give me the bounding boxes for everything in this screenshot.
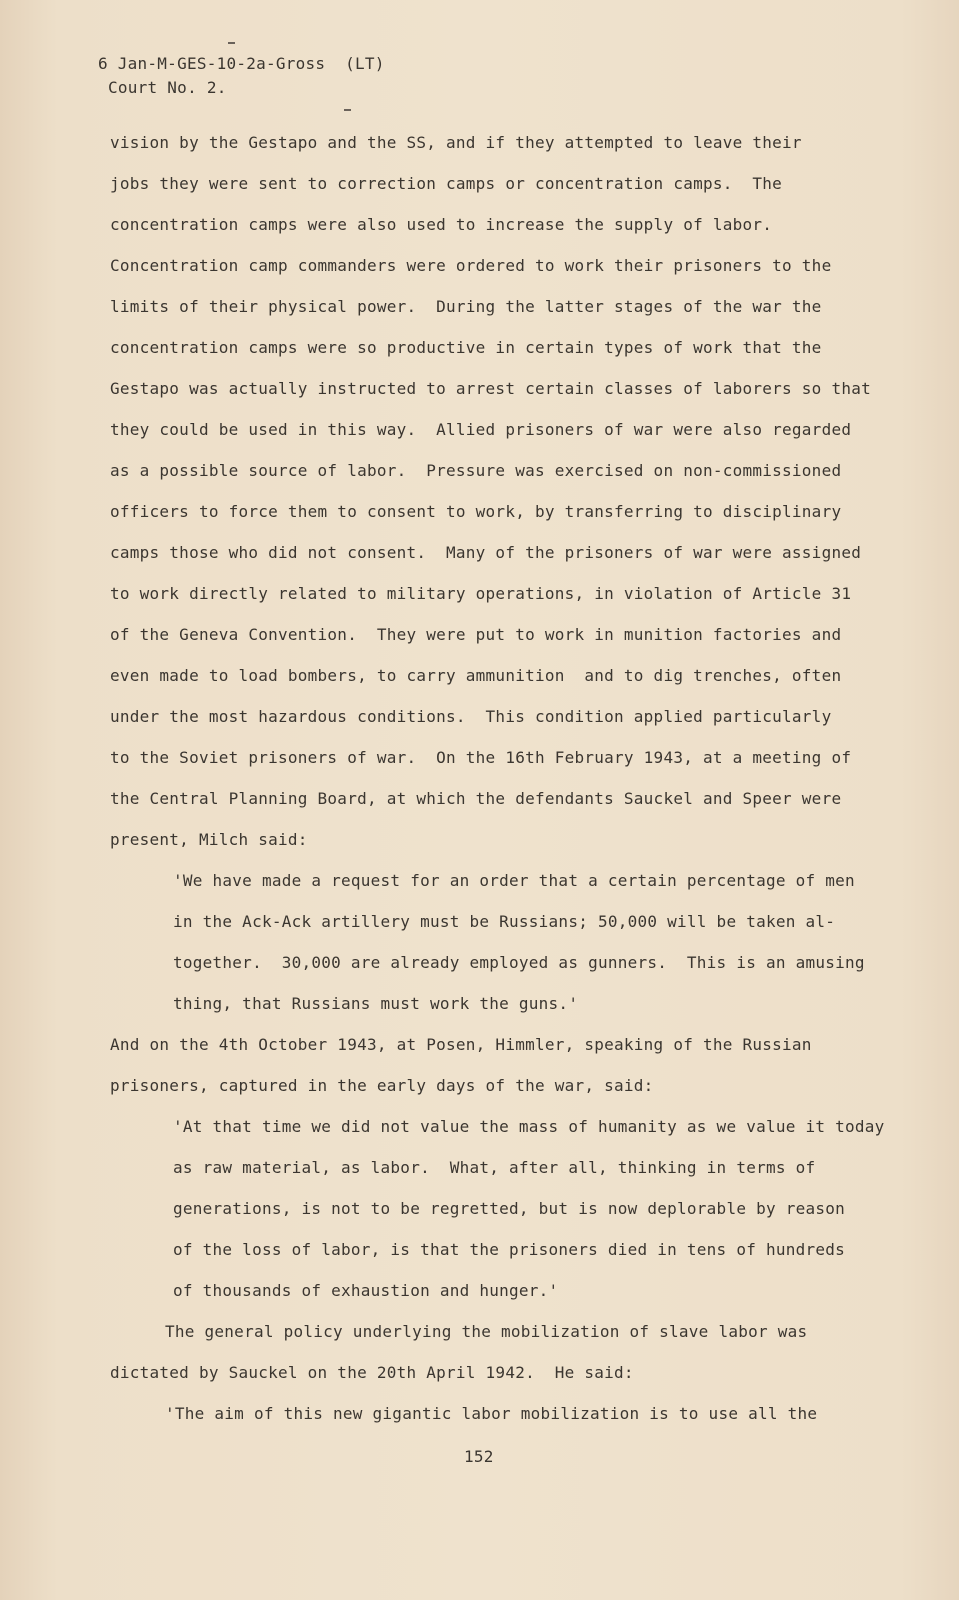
quote-line: in the Ack-Ack artillery must be Russians; 50,000 will be taken al- [173,912,836,931]
quote-line: of the loss of labor, is that the prisoners died in tens of hundreds [173,1240,846,1259]
quote-line: as raw material, as labor. What, after all, thinking in terms of [173,1158,816,1177]
text-line: jobs they were sent to correction camps or concentration camps. The [110,174,783,193]
text-line: And on the 4th October 1943, at Posen, Himmler, speaking of the Russian [110,1035,812,1054]
typewriter-mark [228,42,235,44]
quote-line: 'We have made a request for an order that a certain percentage of men [173,871,855,890]
text-line: camps those who did not consent. Many of the prisoners of war were assigned [110,543,862,562]
text-line: they could be used in this way. Allied prisoners of war were also regarded [110,420,852,439]
quote-line: thing, that Russians must work the guns.' [173,994,579,1013]
text-line: vision by the Gestapo and the SS, and if they attempted to leave their [110,133,802,152]
document-reference: 6 Jan-M-GES-10-2a-Gross (LT) [98,54,385,73]
text-line: to the Soviet prisoners of war. On the 16th February 1943, at a meeting of [110,748,852,767]
quote-line: of thousands of exhaustion and hunger.' [173,1281,559,1300]
text-line: dictated by Sauckel on the 20th April 1942. He said: [110,1363,634,1382]
text-line: concentration camps were so productive in certain types of work that the [110,338,822,357]
typewriter-mark [344,109,351,111]
text-line: the Central Planning Board, at which the defendants Sauckel and Speer were [110,789,842,808]
quote-line: together. 30,000 are already employed as gunners. This is an amusing [173,953,865,972]
quote-line: 'At that time we did not value the mass of humanity as we value it today [173,1117,885,1136]
text-line: of the Geneva Convention. They were put to work in munition factories and [110,625,842,644]
text-line: even made to load bombers, to carry ammunition and to dig trenches, often [110,666,842,685]
text-line: Concentration camp commanders were ordered to work their prisoners to the [110,256,832,275]
text-line: The general policy underlying the mobilization of slave labor was [165,1322,808,1341]
text-line: under the most hazardous conditions. This condition applied particularly [110,707,832,726]
text-line: prisoners, captured in the early days of the war, said: [110,1076,654,1095]
text-line: Gestapo was actually instructed to arrest certain classes of laborers so that [110,379,871,398]
text-line: present, Milch said: [110,830,308,849]
page-number: 152 [464,1447,494,1466]
text-line: concentration camps were also used to increase the supply of labor. [110,215,773,234]
text-line: officers to force them to consent to work, by transferring to disciplinary [110,502,842,521]
quote-line: 'The aim of this new gigantic labor mobilization is to use all the [165,1404,818,1423]
quote-line: generations, is not to be regretted, but is now deplorable by reason [173,1199,846,1218]
text-line: limits of their physical power. During the latter stages of the war the [110,297,822,316]
text-line: as a possible source of labor. Pressure was exercised on non-commissioned [110,461,842,480]
text-line: to work directly related to military operations, in violation of Article 31 [110,584,852,603]
court-number: Court No. 2. [108,78,227,97]
